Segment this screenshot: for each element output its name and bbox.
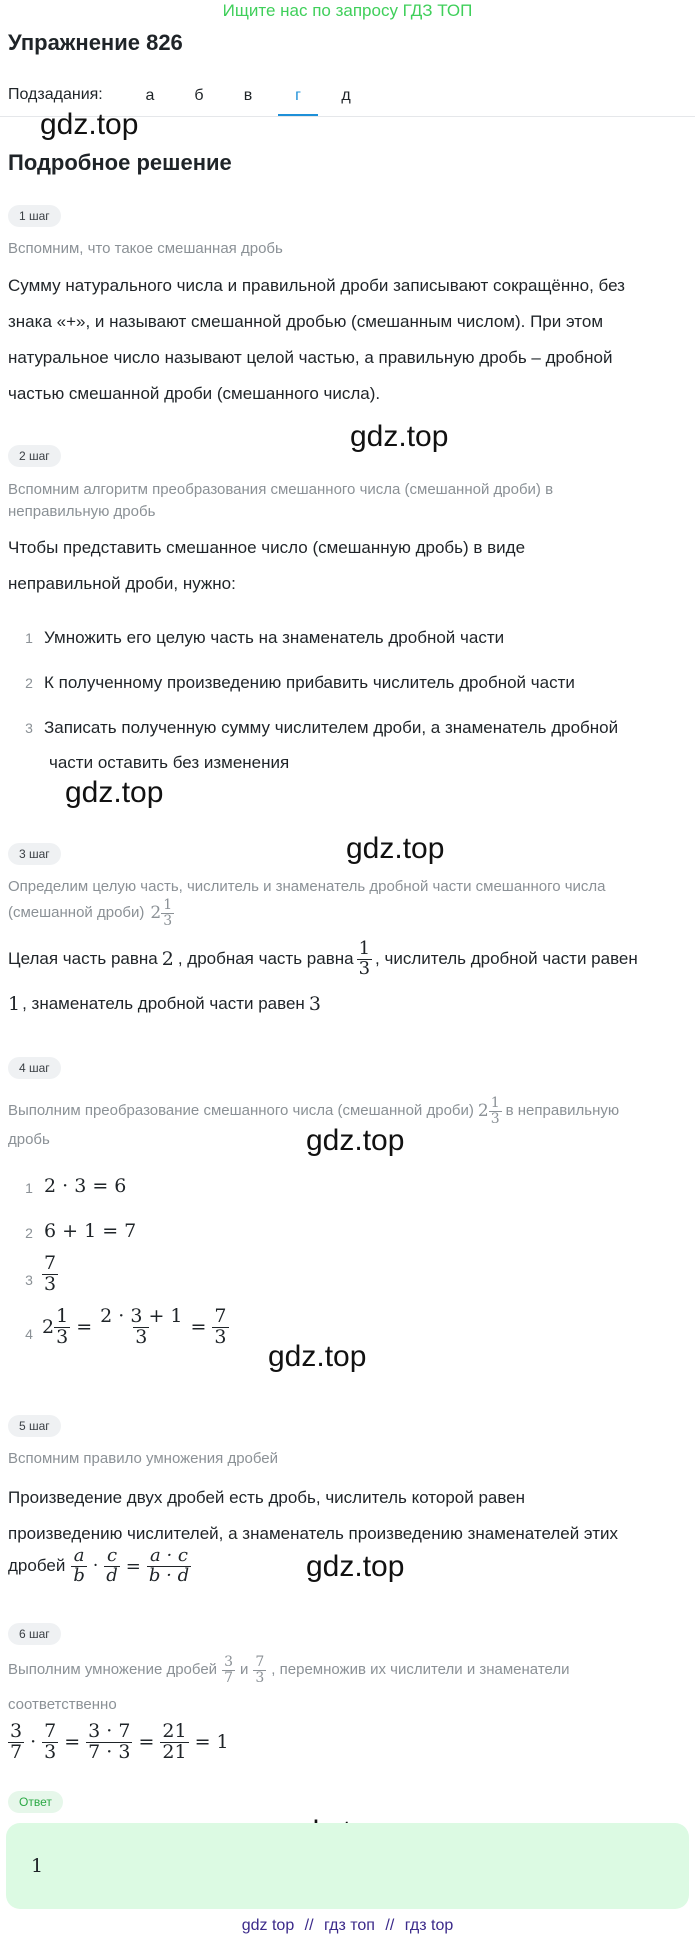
step-badge: 5 шаг [8,1415,61,1437]
fraction [8,1722,24,1763]
fraction [104,1547,120,1586]
list-number: 2 [25,1225,33,1241]
step-hint [8,1655,570,1685]
step-text-line [8,1547,191,1586]
step-text: , знаменатель дробной части равен [22,994,305,1013]
fraction-numerator: 7 [214,1305,227,1327]
fraction-numerator: 7 [44,1252,57,1274]
fraction [86,1722,132,1763]
footer-link[interactable]: гдз top [404,1917,454,1934]
step-hint-text: Выполним преобразование смешанного числа (смешанной дроби) [8,1102,474,1120]
step-text-line: знака «+», и называют смешанной дробью (смешанным числом). При этом [8,312,603,331]
answer-value: 1 [31,1855,44,1877]
page-title: Упражнение 826 [8,30,183,55]
equals-sign: = [125,1555,141,1577]
footer-separator: // [304,1917,314,1934]
step-badge: 4 шаг [8,1057,61,1079]
equation [8,1722,229,1763]
fraction-denominator: 3 [255,1669,265,1686]
step-text-line: Сумму натурального числа и правильной дроби записывают сокращённо, без [8,276,625,295]
mixed-fraction [161,898,174,928]
fraction-denominator: d [106,1564,118,1586]
step-text-line: Чтобы представить смешанное число (смешанную дробь) в виде [8,538,526,557]
watermark: gdz.top [40,108,139,141]
answer-box [6,1823,689,1909]
list-number: 4 [25,1326,33,1342]
fraction-numerator: 1 [56,1305,69,1327]
fraction-denominator: 3 [56,1325,69,1348]
mixed-number [42,1307,70,1348]
equation [42,1307,229,1348]
step-hint: неправильную дробь [8,503,156,520]
step-text-line: натуральное число называют целой частью, а правильную дробь – дробной [8,348,613,367]
mixed-whole: 2 [150,903,162,924]
equation [42,1254,58,1295]
list-item: Умножить его целую часть на знаменатель дробной части [44,628,505,647]
section-title: Подробное решение [8,150,232,175]
fraction-denominator: 7 · 3 [88,1740,131,1763]
fraction [98,1307,184,1348]
fraction [253,1655,266,1685]
equals-sign: = [138,1731,155,1754]
step-hint-text: (смешанной дроби) [8,904,145,922]
fraction-denominator: 3 [163,912,173,929]
multiply-sign: · [30,1731,37,1754]
whole-part-value: 2 [161,948,174,971]
subtask-tab-v[interactable]: в [243,87,253,104]
equals-sign: = [76,1316,93,1339]
fraction-denominator: 7 [10,1740,23,1763]
list-item: К полученному произведению прибавить числитель дробной части [44,673,575,692]
fraction-numerator: a · c [150,1545,188,1566]
step-hint: Вспомним алгоритм преобразования смешанного числа (смешанной дроби) в [8,481,554,498]
mixed-whole: 2 [42,1316,55,1339]
step-hint: Вспомним правило умножения дробей [8,1450,279,1467]
search-banner: Ищите нас по запросу ГДЗ ТОП [222,1,473,20]
subtask-tab-g[interactable]: г [278,80,318,116]
fraction-numerator: 1 [358,938,371,959]
fraction [71,1547,87,1586]
step-text: Целая часть равна [8,949,158,969]
equals-sign: = [64,1731,81,1754]
fraction-denominator: b · d [148,1564,190,1586]
step-text-line [8,993,321,1015]
fraction-numerator: 3 [10,1720,23,1742]
list-number: 3 [25,720,33,736]
fraction-numerator: a [73,1545,85,1566]
list-item-continued: части оставить без изменения [49,753,290,772]
list-item: Записать полученную сумму числителем дроби, а знаменатель дробной [44,718,619,737]
fraction [42,1254,58,1295]
step-hint-text: в неправильную [505,1102,620,1120]
fraction-denominator: b [73,1564,85,1586]
fraction-denominator: 3 [44,1272,57,1295]
mixed-number [478,1096,502,1126]
fraction [160,1722,188,1763]
footer-link[interactable]: гдз топ [324,1917,375,1934]
fraction-denominator: 3 [490,1110,500,1127]
watermark: gdz.top [306,1550,405,1583]
mixed-fraction [54,1307,70,1348]
step-badge: 1 шаг [8,205,61,227]
footer-separator: // [385,1917,395,1934]
fraction-numerator: 1 [163,897,173,913]
list-number: 1 [25,1180,33,1196]
step-text-line: частью смешанной дроби (смешанного числа). [8,384,381,403]
mixed-number [150,898,174,928]
fraction [42,1722,58,1763]
step-badge: 2 шаг [8,445,61,467]
watermark: gdz.top [350,420,449,453]
step-text-line [8,940,638,979]
step-text: дробей [8,1556,66,1576]
fraction-denominator: 7 [224,1669,233,1686]
numerator-value: 1 [8,993,21,1015]
multiply-sign: · [92,1556,99,1577]
fraction-denominator: 3 [44,1740,57,1763]
watermark: gdz.top [65,776,164,809]
step-hint [8,1096,619,1126]
subtask-tab-d[interactable]: д [341,87,351,104]
step-hint-text: Выполним умножение дробей [8,1661,218,1679]
fraction-numerator: c [106,1545,118,1566]
equals-sign: = [190,1316,207,1339]
list-number: 2 [25,675,33,691]
step-text-line: неправильной дроби, нужно: [8,574,236,593]
fraction-numerator: 3 · 7 [88,1720,131,1742]
fraction-numerator: 21 [162,1720,187,1742]
denominator-value: 3 [308,993,321,1015]
fraction-numerator: 7 [255,1654,265,1670]
step-hint-text: , перемножив их числители и знаменатели [271,1661,570,1679]
step-hint: Вспомним, что такое смешанная дробь [8,240,283,257]
step-text-line: произведению числителей, а знаменатель произведению знаменателей этих [8,1524,619,1543]
mixed-fraction [489,1096,502,1126]
mixed-whole: 2 [477,1101,489,1122]
equals-sign: = [194,1731,211,1754]
fraction-denominator: 3 [135,1325,148,1348]
step-hint [8,898,174,928]
step-hint: дробь [8,1131,50,1148]
fraction-denominator: 3 [358,957,371,979]
footer-link[interactable]: gdz top [241,1917,295,1934]
watermark: gdz.top [306,1124,405,1157]
step-hint: Определим целую часть, числитель и знаменатель дробной части смешанного числа [8,878,606,895]
fraction [357,940,372,979]
fraction-numerator: 7 [44,1720,57,1742]
equation: 6 + 1 = 7 [44,1220,137,1242]
fraction-denominator: 3 [214,1325,227,1348]
watermark: gdz.top [268,1340,367,1373]
list-number: 3 [25,1272,33,1288]
step-hint-text: и [239,1661,249,1679]
fraction-numerator: 2 · 3 + 1 [100,1305,183,1327]
fraction-numerator: 1 [490,1095,500,1111]
fraction [212,1307,228,1348]
answer-badge: Ответ [8,1791,63,1813]
step-text-line: Произведение двух дробей есть дробь, числитель которой равен [8,1488,526,1507]
footer-links [0,1917,695,1935]
step-text: , дробная часть равна [177,949,354,969]
watermark: gdz.top [346,832,445,865]
subtasks-label: Подзадания: [8,86,103,103]
fraction-denominator: 21 [162,1740,187,1763]
subtask-tab-b[interactable]: б [194,87,204,104]
step-text: , числитель дробной части равен [375,949,638,969]
list-number: 1 [25,630,33,646]
fraction [147,1547,191,1586]
step-hint: соответственно [8,1696,117,1713]
fraction [222,1655,235,1685]
step-badge: 3 шаг [8,843,61,865]
fraction-numerator: 3 [224,1654,233,1670]
equation: 2 · 3 = 6 [44,1175,127,1197]
result-value: 1 [216,1731,229,1754]
step-badge: 6 шаг [8,1623,61,1645]
subtask-tab-a[interactable]: а [145,87,155,104]
